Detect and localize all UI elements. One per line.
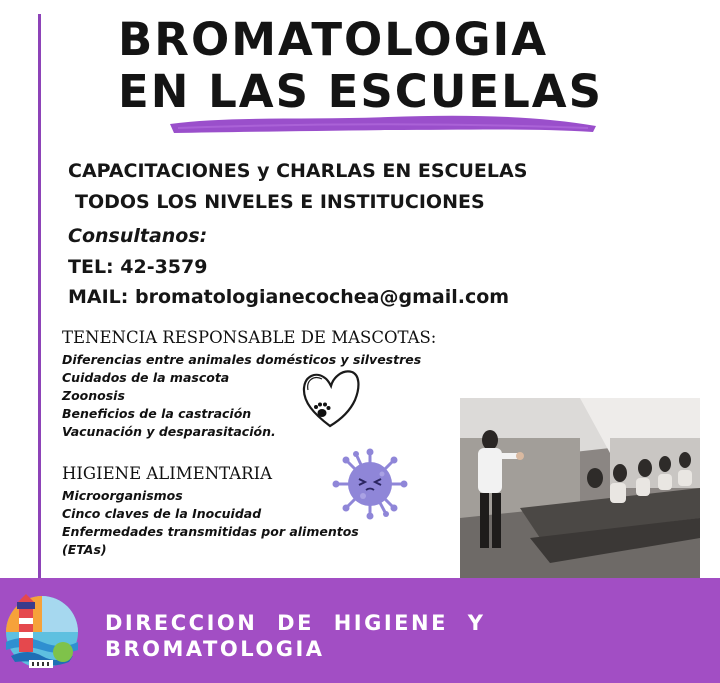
classroom-photo [460, 398, 700, 578]
list-item: Diferencias entre animales domésticos y silvestres [62, 352, 422, 367]
footer-title [105, 610, 485, 662]
virus-icon [330, 448, 410, 520]
higiene-topic-list [62, 487, 362, 559]
list-item: Enfermedades transmitidas por alimentos (ETAs) [62, 524, 359, 557]
capacitaciones-line: CAPACITACIONES y CHARLAS EN ESCUELAS [68, 160, 528, 182]
list-item: Microorganismos [62, 488, 183, 503]
title-line-1: BROMATOLOGIA [118, 13, 549, 66]
footer-line-2: BROMATOLOGIA [105, 637, 325, 661]
page-title [118, 14, 603, 118]
list-item: Zoonosis [62, 388, 125, 403]
email-address: MAIL: bromatologianecochea@gmail.com [68, 286, 510, 308]
lighthouse-logo [3, 590, 81, 670]
title-line-2: EN LAS ESCUELAS [118, 65, 604, 118]
mascotas-topic-list [62, 351, 421, 441]
list-item: Beneficios de la castración [62, 406, 252, 421]
brush-underline [168, 108, 598, 138]
footer-banner [0, 578, 720, 683]
left-accent-rule [38, 14, 41, 579]
list-item: Cuidados de la mascota [62, 370, 230, 385]
higiene-heading: HIGIENE ALIMENTARIA [62, 464, 273, 483]
niveles-line: TODOS LOS NIVELES E INSTITUCIONES [75, 191, 485, 213]
heart-with-paw-icon [300, 366, 362, 432]
list-item: Vacunación y desparasitación. [62, 424, 276, 439]
footer-line-1: DIRECCION DE HIGIENE Y [105, 611, 486, 635]
phone-number: TEL: 42-3579 [68, 256, 208, 278]
list-item: Cinco claves de la Inocuidad [62, 506, 262, 521]
mascotas-heading: TENENCIA RESPONSABLE DE MASCOTAS: [62, 328, 437, 347]
consult-label: Consultanos: [68, 225, 208, 247]
